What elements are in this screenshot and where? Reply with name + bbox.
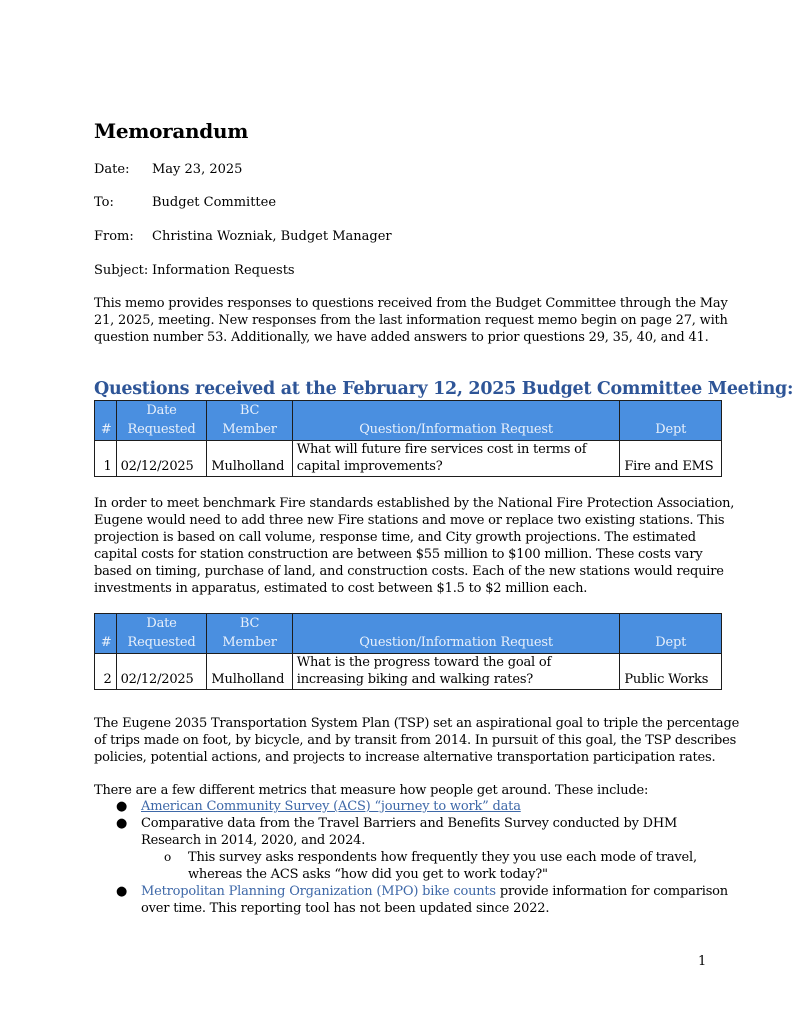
- cell-question: [292, 654, 620, 690]
- answer-line: policies, potential actions, and projects to increase alternative transportation participation rates.: [94, 750, 716, 765]
- cell-question: [292, 441, 620, 477]
- list-item: [94, 815, 724, 883]
- cell-date: 02/12/2025: [116, 654, 207, 690]
- from-value: Christina Wozniak, Budget Manager: [152, 229, 392, 244]
- col-header-member-l2: Member: [222, 635, 277, 650]
- answer-line: In order to meet benchmark Fire standards established by the National Fire Protection Association,: [94, 496, 735, 511]
- mpo-bike-counts-link[interactable]: Metropolitan Planning Organization (MPO) bike counts: [141, 884, 496, 899]
- col-header-date-l1: Date: [146, 616, 177, 631]
- col-header-member-l1: BC: [239, 616, 260, 631]
- intro-line: question number 53. Additionally, we have added answers to prior questions 29, 35, 40, and 41.: [94, 330, 709, 345]
- answer-2-paragraph: [94, 715, 740, 766]
- cell-dept: Public Works: [620, 654, 722, 690]
- col-header-date-l1: Date: [146, 403, 177, 418]
- sub-list-line: This survey asks respondents how frequently they you use each mode of travel,: [188, 850, 697, 865]
- cell-num: 2: [95, 654, 117, 690]
- cell-dept: Fire and EMS: [620, 441, 722, 477]
- list-item-line: Comparative data from the Travel Barriers and Benefits Survey conducted by DHM: [141, 816, 678, 831]
- col-header-date: [116, 401, 207, 441]
- question-line: What is the progress toward the goal of: [296, 655, 552, 670]
- col-header-date-l2: Requested: [127, 422, 196, 437]
- page-number: 1: [698, 954, 707, 969]
- answer-1-paragraph: [94, 495, 735, 597]
- date-label: Date:: [94, 162, 130, 177]
- question-table-1: [94, 400, 722, 477]
- col-header-question: Question/Information Request: [292, 614, 620, 654]
- answer-line: capital costs for station construction are between $55 million to $100 million. These costs vary: [94, 547, 703, 562]
- col-header-member-l2: Member: [222, 422, 277, 437]
- sub-list: [141, 849, 724, 883]
- cell-num: 1: [95, 441, 117, 477]
- sub-list-line: whereas the ACS asks “how did you get to work today?": [188, 867, 548, 882]
- table-header-row: [95, 401, 722, 441]
- date-value: May 23, 2025: [152, 162, 243, 177]
- bullet-icon: ●: [116, 884, 128, 899]
- metrics-list: [94, 798, 728, 917]
- list-item: [94, 883, 728, 917]
- bullet-icon: ●: [116, 816, 128, 831]
- answer-line: projection is based on call volume, response time, and City growth projections. The estimated: [94, 530, 696, 545]
- metrics-intro: [94, 782, 724, 799]
- cell-member: Mulholland: [207, 441, 292, 477]
- col-header-num: #: [95, 401, 117, 441]
- table-row: [95, 654, 722, 690]
- col-header-member: [207, 401, 292, 441]
- list-item-text: provide information for comparison: [495, 884, 728, 899]
- list-item: [94, 798, 724, 815]
- subject-value: Information Requests: [152, 263, 295, 278]
- col-header-question: Question/Information Request: [292, 401, 620, 441]
- to-label: To:: [94, 195, 114, 210]
- sub-list-item: [141, 849, 724, 883]
- answer-line: Eugene would need to add three new Fire stations and move or replace two existing stations. This: [94, 513, 725, 528]
- col-header-member: [207, 614, 292, 654]
- question-table-2: [94, 613, 722, 690]
- answer-line: investments in apparatus, estimated to cost between $1.5 to $2 million each.: [94, 581, 588, 596]
- cell-date: 02/12/2025: [116, 441, 207, 477]
- metrics-intro-line: There are a few different metrics that measure how people get around. These include:: [94, 783, 649, 798]
- memo-title: Memorandum: [94, 119, 249, 143]
- acs-journey-link[interactable]: American Community Survey (ACS) “journey to work” data: [141, 799, 521, 814]
- intro-paragraph: [94, 295, 728, 346]
- col-header-dept: Dept: [620, 401, 722, 441]
- question-line: capital improvements?: [296, 459, 443, 474]
- question-line: increasing biking and walking rates?: [296, 672, 534, 687]
- intro-line: This memo provides responses to questions received from the Budget Committee through the May: [94, 296, 728, 311]
- section-heading: Questions received at the February 12, 2025 Budget Committee Meeting:: [94, 379, 794, 399]
- hollow-bullet-icon: o: [164, 850, 172, 864]
- table-row: [95, 441, 722, 477]
- subject-label: Subject:: [94, 263, 149, 278]
- table-header-row: [95, 614, 722, 654]
- answer-line: The Eugene 2035 Transportation System Plan (TSP) set an aspirational goal to triple the percentage: [94, 716, 740, 731]
- cell-member: Mulholland: [207, 654, 292, 690]
- list-item-line: over time. This reporting tool has not been updated since 2022.: [141, 901, 550, 916]
- col-header-dept: Dept: [620, 614, 722, 654]
- answer-line: based on timing, purchase of land, and construction costs. Each of the new stations would require: [94, 564, 724, 579]
- col-header-num: #: [95, 614, 117, 654]
- bullet-icon: ●: [116, 799, 128, 814]
- list-item-line: Research in 2014, 2020, and 2024.: [141, 833, 366, 848]
- intro-line: 21, 2025, meeting. New responses from the last information request memo begin on page 27, with: [94, 313, 728, 328]
- col-header-date-l2: Requested: [127, 635, 196, 650]
- col-header-date: [116, 614, 207, 654]
- question-line: What will future fire services cost in terms of: [296, 442, 587, 457]
- from-label: From:: [94, 229, 134, 244]
- answer-line: of trips made on foot, by bicycle, and by transit from 2014. In pursuit of this goal, the TSP describes: [94, 733, 737, 748]
- to-value: Budget Committee: [152, 195, 277, 210]
- col-header-member-l1: BC: [239, 403, 260, 418]
